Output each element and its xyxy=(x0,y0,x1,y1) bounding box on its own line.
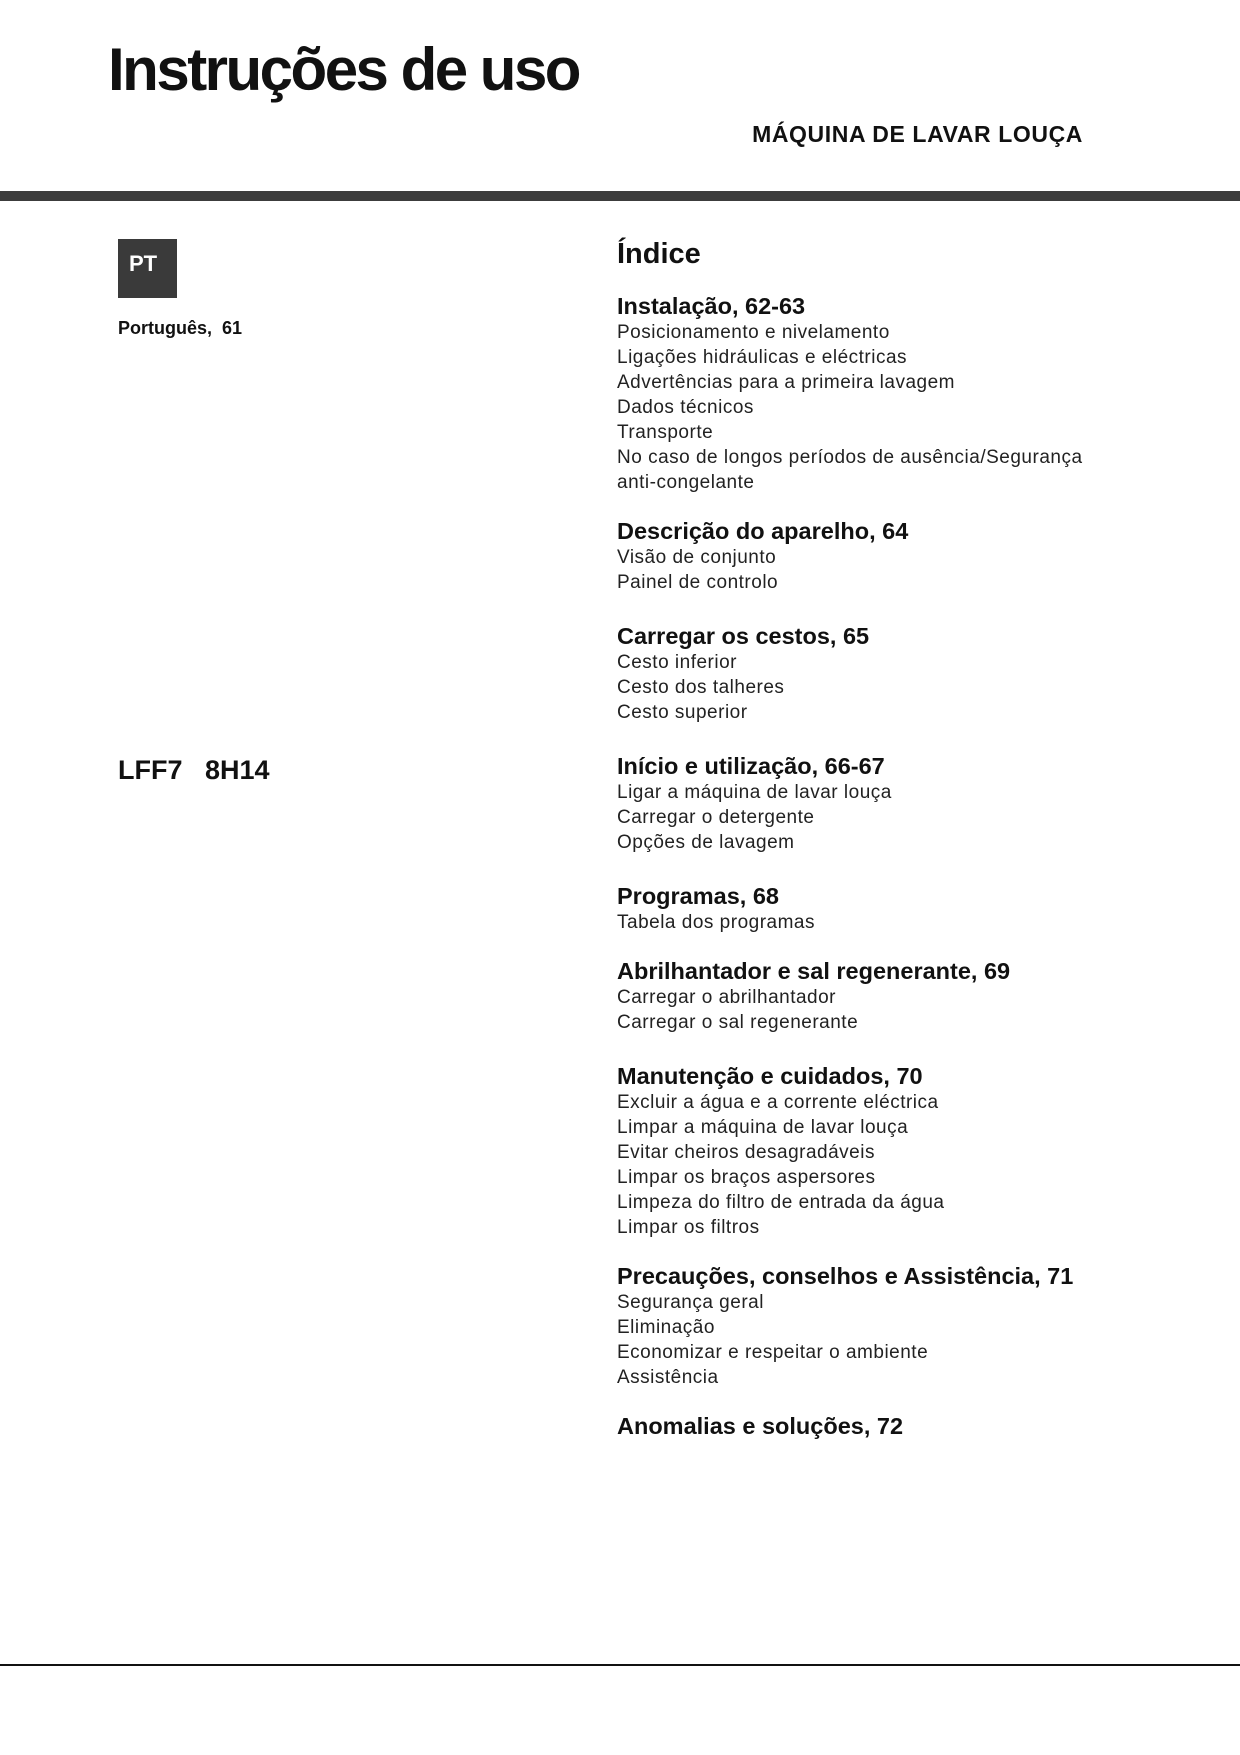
toc-item: Carregar o detergente xyxy=(617,807,815,828)
toc-item: Tabela dos programas xyxy=(617,912,815,933)
language-badge: PT xyxy=(118,239,177,298)
toc-section-items xyxy=(617,1090,1177,1240)
toc-item: Ligar a máquina de lavar louça xyxy=(617,782,892,803)
toc-section-rinse-aid-salt xyxy=(617,957,1177,1035)
toc-item: Carregar o sal regenerante xyxy=(617,1012,859,1033)
toc-item: Carregar o abrilhantador xyxy=(617,987,837,1008)
toc-item: Evitar cheiros desagradáveis xyxy=(617,1142,875,1163)
toc-section-title: Anomalias e soluções, 72 xyxy=(617,1413,904,1439)
toc-section-items xyxy=(617,910,1177,935)
toc-item: Cesto superior xyxy=(617,702,748,723)
document-subtitle: MÁQUINA DE LAVAR LOUÇA xyxy=(752,121,1083,147)
footer-divider xyxy=(0,1664,1240,1666)
toc-section-title: Precauções, conselhos e Assistência, 71 xyxy=(617,1263,1074,1289)
toc-item: No caso de longos períodos de ausência/Segurança xyxy=(617,447,1083,468)
toc-item: Assistência xyxy=(617,1367,719,1388)
header-divider xyxy=(0,191,1240,201)
toc-section-title: Instalação, 62-63 xyxy=(617,293,806,319)
toc-section-start-use xyxy=(617,752,1177,855)
toc-section-items xyxy=(617,985,1177,1035)
toc-item: Cesto dos talheres xyxy=(617,677,785,698)
toc-item: Segurança geral xyxy=(617,1292,764,1313)
toc-section-installation xyxy=(617,292,1177,495)
toc-section-description xyxy=(617,517,1177,595)
table-of-contents xyxy=(617,237,1177,1439)
toc-section-precautions xyxy=(617,1262,1177,1390)
document-title: Instruções de uso xyxy=(108,36,579,103)
language-label: Português, 61 xyxy=(118,318,243,338)
toc-item: anti-congelante xyxy=(617,472,755,493)
toc-section-troubleshooting xyxy=(617,1412,1177,1440)
toc-heading: Índice xyxy=(617,238,701,270)
toc-section-programs xyxy=(617,882,1177,935)
toc-item: Advertências para a primeira lavagem xyxy=(617,372,955,393)
toc-item: Limpeza do filtro de entrada da água xyxy=(617,1192,945,1213)
toc-item: Cesto inferior xyxy=(617,652,737,673)
toc-item: Economizar e respeitar o ambiente xyxy=(617,1342,929,1363)
toc-item: Visão de conjunto xyxy=(617,547,777,568)
toc-item: Limpar a máquina de lavar louça xyxy=(617,1117,909,1138)
toc-section-maintenance xyxy=(617,1062,1177,1240)
toc-section-title: Início e utilização, 66-67 xyxy=(617,753,885,779)
toc-section-items xyxy=(617,320,1177,495)
toc-section-items xyxy=(617,1290,1177,1390)
model-code: LFF7 8H14 xyxy=(118,755,270,785)
toc-item: Transporte xyxy=(617,422,714,443)
toc-item: Dados técnicos xyxy=(617,397,754,418)
toc-section-title: Carregar os cestos, 65 xyxy=(617,623,870,649)
toc-section-title: Abrilhantador e sal regenerante, 69 xyxy=(617,958,1011,984)
toc-section-items xyxy=(617,650,1177,725)
toc-section-title: Descrição do aparelho, 64 xyxy=(617,518,909,544)
toc-section-items xyxy=(617,780,1177,855)
toc-item: Posicionamento e nivelamento xyxy=(617,322,890,343)
toc-section-loading-baskets xyxy=(617,622,1177,725)
toc-section-items xyxy=(617,545,1177,595)
toc-section-title: Programas, 68 xyxy=(617,883,779,909)
toc-item: Limpar os braços aspersores xyxy=(617,1167,876,1188)
toc-item: Eliminação xyxy=(617,1317,715,1338)
toc-item: Excluir a água e a corrente eléctrica xyxy=(617,1092,939,1113)
toc-item: Limpar os filtros xyxy=(617,1217,760,1238)
toc-item: Opções de lavagem xyxy=(617,832,795,853)
toc-item: Ligações hidráulicas e eléctricas xyxy=(617,347,908,368)
toc-item: Painel de controlo xyxy=(617,572,779,593)
toc-section-title: Manutenção e cuidados, 70 xyxy=(617,1063,923,1089)
